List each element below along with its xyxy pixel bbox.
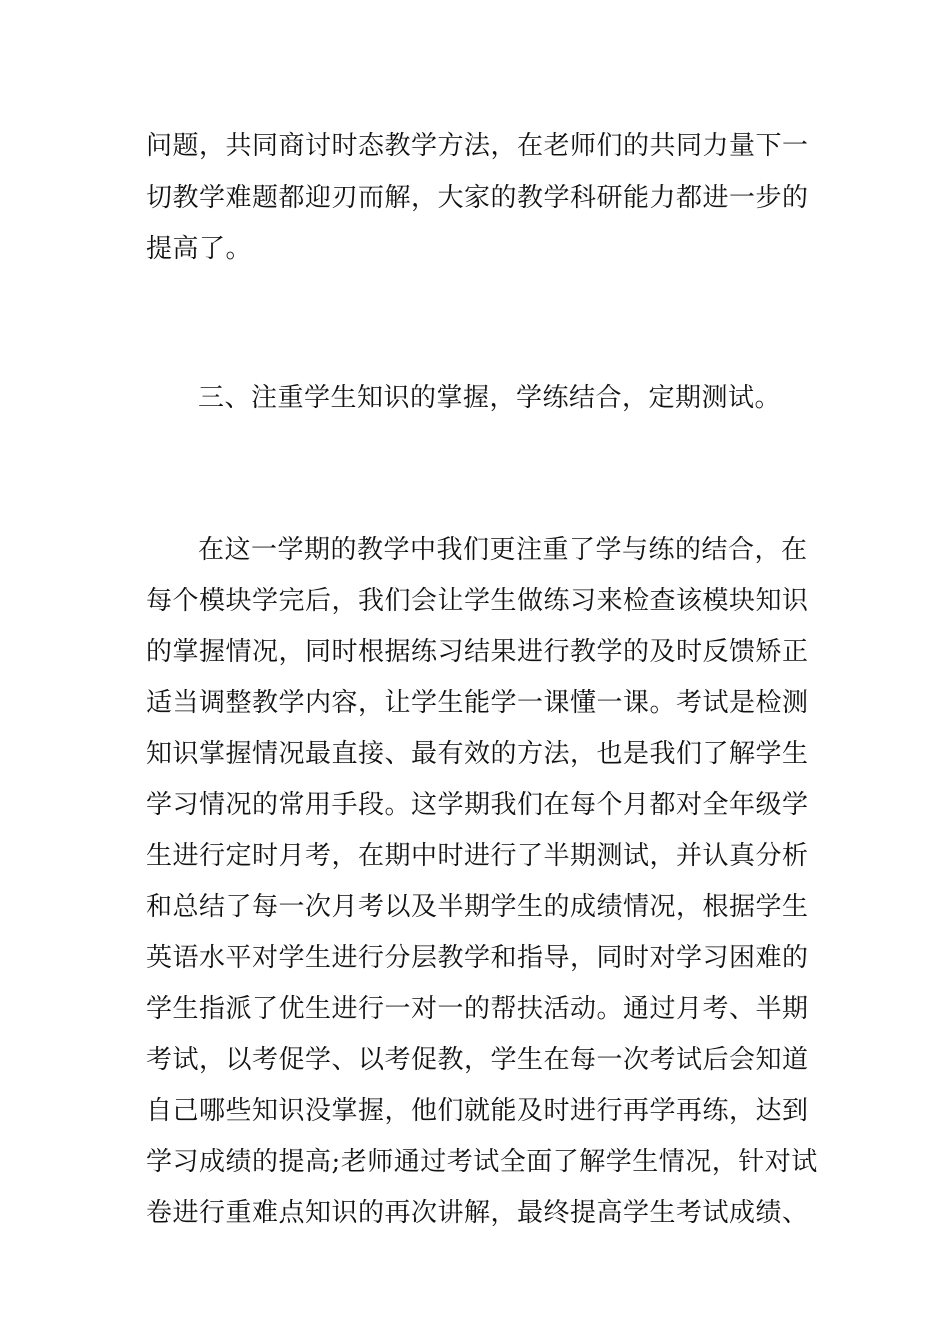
paragraph-line: 问题，共同商讨时态教学方法，在老师们的共同力量下一 [146, 131, 809, 161]
paragraph-line: 考试，以考促学、以考促教，学生在每一次考试后会知道 [146, 1045, 809, 1075]
paragraph-line: 的掌握情况，同时根据练习结果进行教学的及时反馈矫正 [146, 637, 809, 667]
paragraph-line: 切教学难题都迎刃而解，大家的教学科研能力都进一步的 [146, 183, 809, 213]
paragraph-line: 和总结了每一次月考以及半期学生的成绩情况，根据学生 [146, 892, 809, 922]
paragraph-line: 在这一学期的教学中我们更注重了学与练的结合，在 [198, 535, 808, 565]
paragraph-line: 每个模块学完后，我们会让学生做练习来检查该模块知识 [146, 586, 809, 616]
paragraph-line: 学习情况的常用手段。这学期我们在每个月都对全年级学 [146, 790, 809, 820]
paragraph-line: 自己哪些知识没掌握，他们就能及时进行再学再练，达到 [146, 1096, 809, 1126]
paragraph-line: 学生指派了优生进行一对一的帮扶活动。通过月考、半期 [146, 994, 809, 1024]
paragraph-line: 英语水平对学生进行分层教学和指导，同时对学习困难的 [146, 943, 809, 973]
section-heading: 三、注重学生知识的掌握，学练结合，定期测试。 [198, 383, 782, 413]
paragraph-line: 知识掌握情况最直接、最有效的方法，也是我们了解学生 [146, 739, 809, 769]
paragraph-line: 提高了。 [146, 234, 253, 264]
paragraph-line: 卷进行重难点知识的再次讲解，最终提高学生考试成绩、 [146, 1198, 809, 1228]
paragraph-line: 适当调整教学内容，让学生能学一课懂一课。考试是检测 [146, 688, 809, 718]
paragraph-line: 学习成绩的提高;老师通过考试全面了解学生情况，针对试 [146, 1147, 818, 1177]
paragraph-line: 生进行定时月考，在期中时进行了半期测试，并认真分析 [146, 841, 809, 871]
